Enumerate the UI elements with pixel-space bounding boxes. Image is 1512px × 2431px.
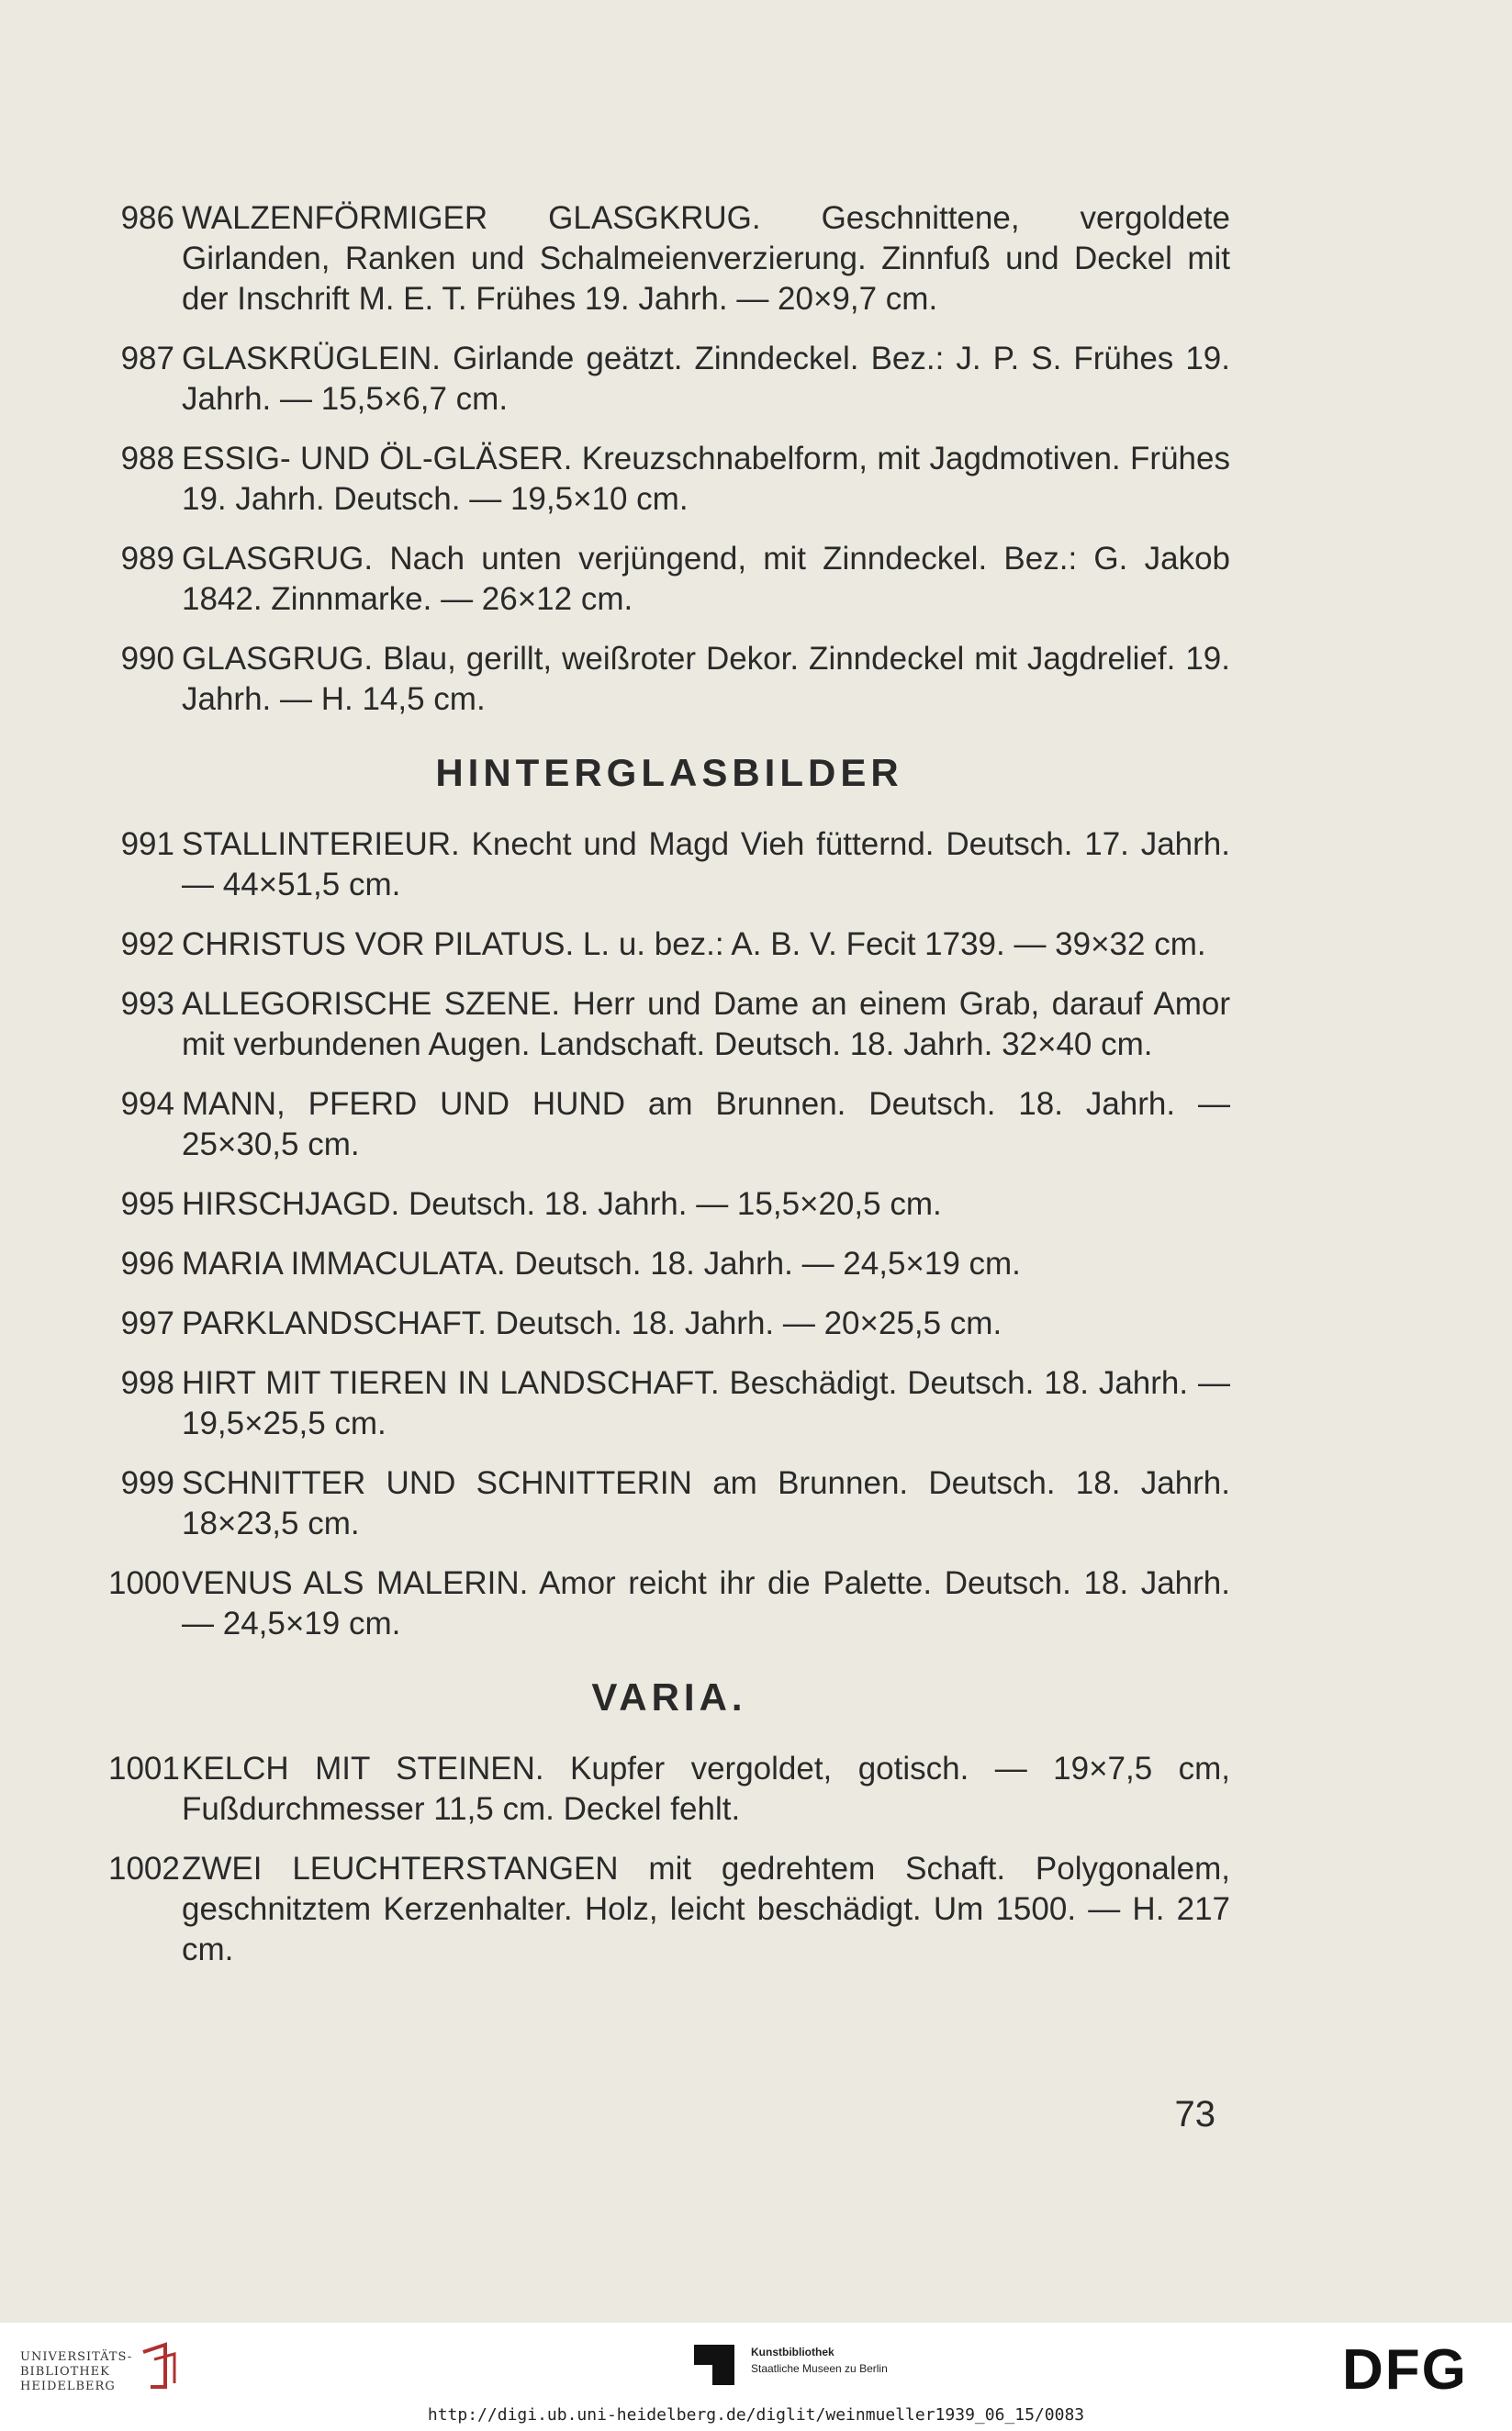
entry-text: GLASGRUG. Blau, gerillt, weißroter Dekor. Zinndeckel mit Jagdrelief. 19. Jahrh. — H. 14,5 cm. xyxy=(182,641,1230,717)
uni-logo-line2: BIBLIOTHEK xyxy=(20,2365,110,2379)
catalog-entry xyxy=(108,1084,1230,1165)
catalog-entry xyxy=(108,924,1230,965)
entry-text: CHRISTUS VOR PILATUS. L. u. bez.: A. B. V. Fecit 1739. — 39×32 cm. xyxy=(182,926,1206,962)
entry-number: 1001 xyxy=(108,1751,180,1787)
kunstbibliothek-logo-icon xyxy=(694,2345,734,2385)
entry-text: STALLINTERIEUR. Knecht und Magd Vieh fütternd. Deutsch. 17. Jahrh. — 44×51,5 cm. xyxy=(182,826,1230,902)
entry-text: MARIA IMMACULATA. Deutsch. 18. Jahrh. — 24,5×19 cm. xyxy=(182,1246,1021,1282)
entry-number: 991 xyxy=(120,826,174,862)
entry-number: 990 xyxy=(120,641,174,677)
entry-number: 992 xyxy=(120,926,174,962)
entry-number: 994 xyxy=(120,1086,174,1122)
section-heading-hinterglasbilder: HINTERGLASBILDER xyxy=(435,751,903,794)
catalog-entry xyxy=(108,1363,1230,1444)
dfg-logo[interactable]: DFG xyxy=(1342,2338,1468,2402)
catalog-content xyxy=(108,198,1230,1989)
catalog-entry xyxy=(108,1304,1230,1344)
entry-number: 986 xyxy=(120,200,174,236)
catalog-entry xyxy=(108,439,1230,520)
catalog-entry xyxy=(108,539,1230,620)
entry-list-glas xyxy=(108,198,1230,720)
entry-number: 998 xyxy=(120,1365,174,1401)
entry-number: 1000 xyxy=(108,1565,180,1601)
entry-list-varia xyxy=(108,1749,1230,1970)
entry-text: HIRT MIT TIEREN IN LANDSCHAFT. Beschädigt. Deutsch. 18. Jahrh. — 19,5×25,5 cm. xyxy=(182,1365,1230,1441)
kb-subtitle: Staatliche Museen zu Berlin xyxy=(751,2362,888,2375)
entry-text: KELCH MIT STEINEN. Kupfer vergoldet, gotisch. — 19×7,5 cm, Fußdurchmesser 11,5 cm. Deckel fehlt. xyxy=(182,1751,1230,1827)
uni-heidelberg-emblem-icon xyxy=(138,2341,182,2391)
entry-number: 995 xyxy=(120,1186,174,1222)
entry-list-hinterglas xyxy=(108,824,1230,1644)
entry-text: MANN, PFERD UND HUND am Brunnen. Deutsch. 18. Jahrh. — 25×30,5 cm. xyxy=(182,1086,1230,1162)
catalog-entry xyxy=(108,1463,1230,1544)
uni-logo-line3: HEIDELBERG xyxy=(20,2380,116,2393)
catalog-entry xyxy=(108,339,1230,420)
entry-number: 997 xyxy=(120,1305,174,1341)
entry-number: 1002 xyxy=(108,1851,180,1887)
catalog-entry xyxy=(108,1244,1230,1284)
catalog-entry xyxy=(108,1849,1230,1970)
entry-number: 988 xyxy=(120,441,174,476)
entry-number: 996 xyxy=(120,1246,174,1282)
entry-text: GLASGRUG. Nach unten verjüngend, mit Zinndeckel. Bez.: G. Jakob 1842. Zinnmarke. — 26×12 cm. xyxy=(182,541,1230,617)
entry-number: 987 xyxy=(120,341,174,376)
entry-number: 999 xyxy=(120,1465,174,1501)
catalog-entry xyxy=(108,1184,1230,1225)
entry-number: 993 xyxy=(120,986,174,1022)
catalog-entry xyxy=(108,198,1230,319)
catalog-entry xyxy=(108,1563,1230,1644)
university-library-logo[interactable] xyxy=(20,2350,132,2394)
section-heading-varia: VARIA. xyxy=(591,1675,747,1719)
uni-logo-line1: UNIVERSITÄTS- xyxy=(20,2350,133,2364)
catalog-entry xyxy=(108,639,1230,720)
entry-text: PARKLANDSCHAFT. Deutsch. 18. Jahrh. — 20×25,5 cm. xyxy=(182,1305,1002,1341)
entry-text: ALLEGORISCHE SZENE. Herr und Dame an einem Grab, darauf Amor mit verbundenen Augen. Landschaft. Deutsch. 18. Jahrh. 32×40 cm. xyxy=(182,986,1230,1062)
source-url[interactable]: http://digi.ub.uni-heidelberg.de/diglit/weinmueller1939_06_15/0083 xyxy=(427,2405,1085,2425)
kunstbibliothek-logo-text[interactable] xyxy=(751,2344,888,2377)
entry-text: HIRSCHJAGD. Deutsch. 18. Jahrh. — 15,5×20,5 cm. xyxy=(182,1186,942,1222)
kb-title: Kunstbibliothek xyxy=(751,2346,834,2358)
catalog-entry xyxy=(108,1749,1230,1830)
entry-text: VENUS ALS MALERIN. Amor reicht ihr die Palette. Deutsch. 18. Jahrh. — 24,5×19 cm. xyxy=(182,1565,1230,1641)
entry-text: ESSIG- UND ÖL-GLÄSER. Kreuzschnabelform, mit Jagdmotiven. Frühes 19. Jahrh. Deutsch. — 19,5×10 cm. xyxy=(182,441,1230,517)
catalog-entry xyxy=(108,984,1230,1065)
catalog-entry xyxy=(108,824,1230,905)
entry-text: WALZENFÖRMIGER GLASGKRUG. Geschnittene, vergoldete Girlanden, Ranken und Schalmeienverzierung. Zinnfuß und Deckel mit der Inschrift M. E. T. Frühes 19. Jahrh. — 20×9,7 cm. xyxy=(182,200,1230,317)
page-number: 73 xyxy=(1174,2094,1215,2134)
entry-text: GLASKRÜGLEIN. Girlande geätzt. Zinndeckel. Bez.: J. P. S. Frühes 19. Jahrh. — 15,5×6,7 cm. xyxy=(182,341,1230,417)
entry-text: ZWEI LEUCHTERSTANGEN mit gedrehtem Schaft. Polygonalem, geschnitztem Kerzenhalter. Holz, leicht beschädigt. Um 1500. — H. 217 cm. xyxy=(182,1851,1230,1967)
entry-number: 989 xyxy=(120,541,174,577)
entry-text: SCHNITTER UND SCHNITTERIN am Brunnen. Deutsch. 18. Jahrh. 18×23,5 cm. xyxy=(182,1465,1230,1541)
